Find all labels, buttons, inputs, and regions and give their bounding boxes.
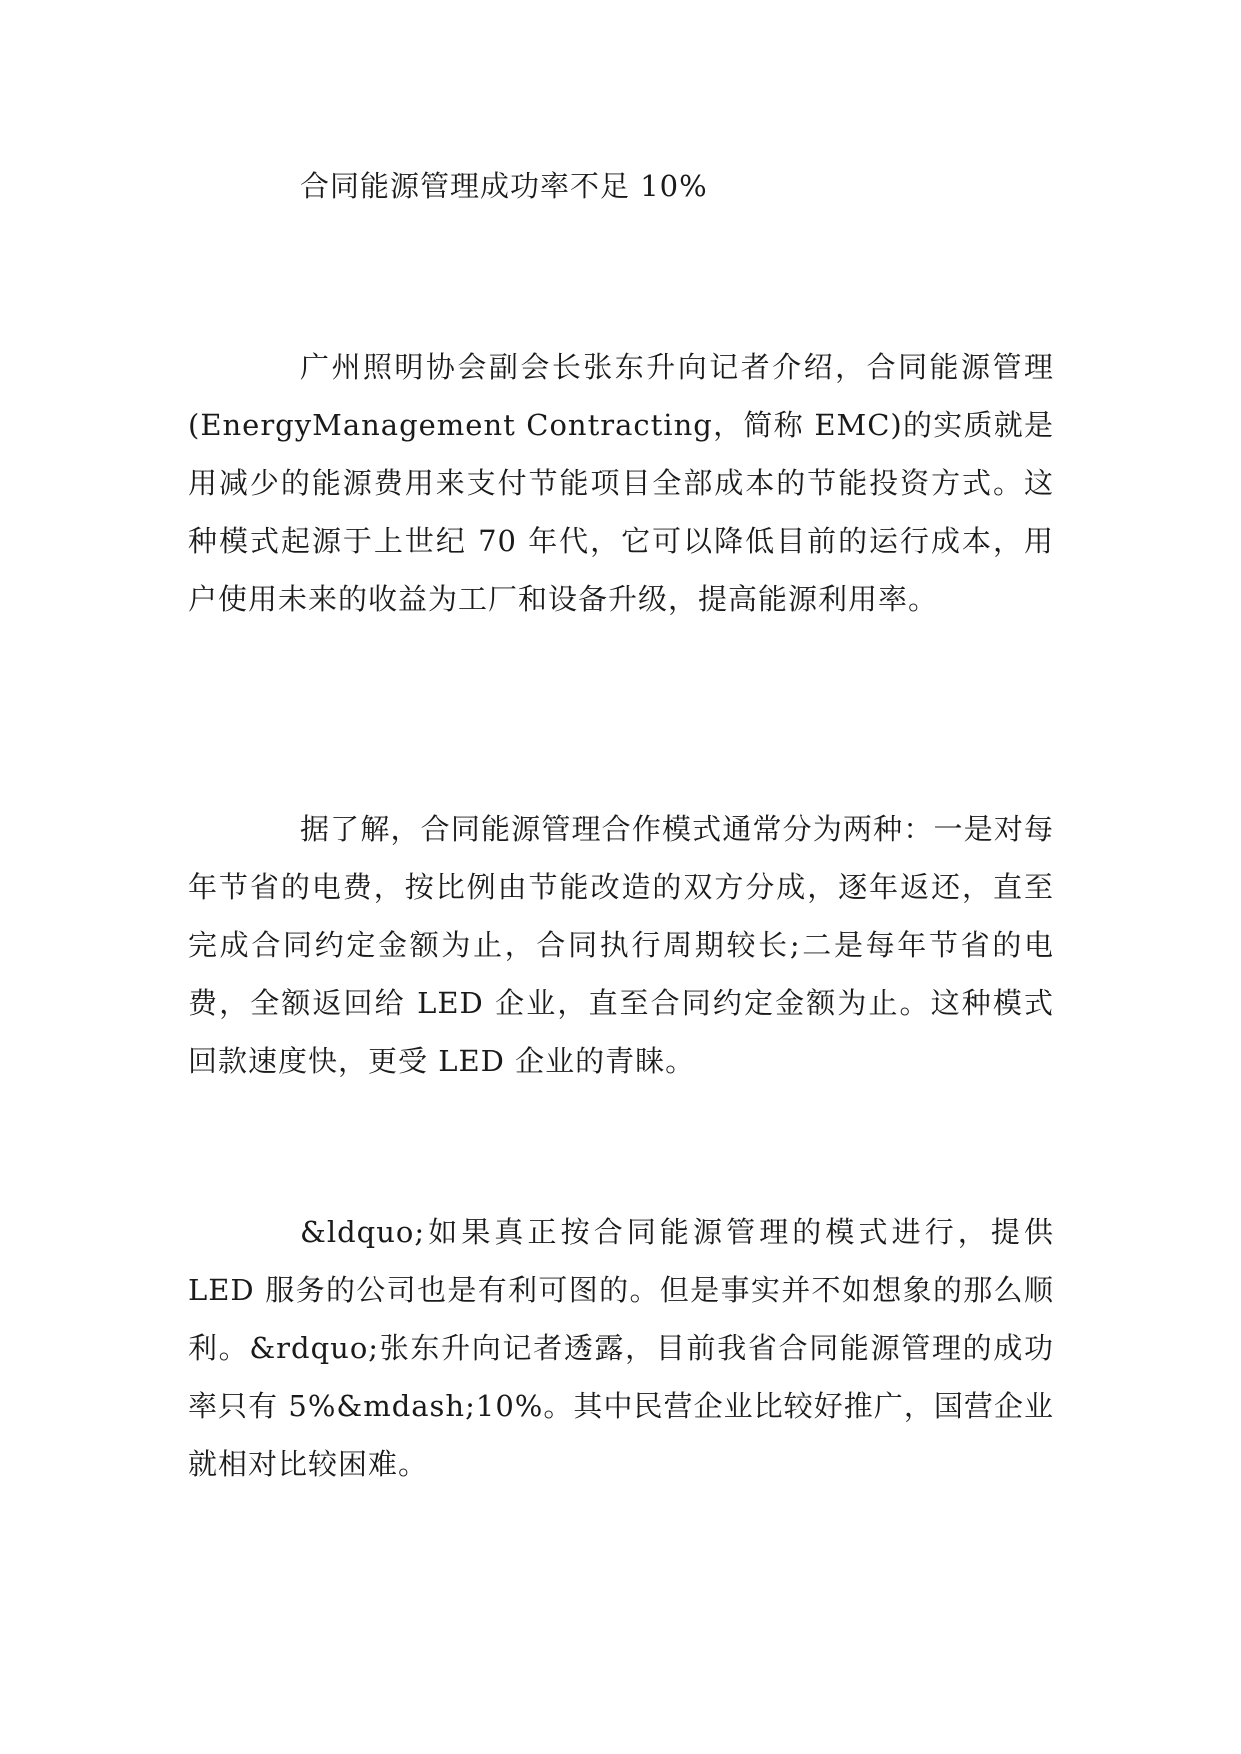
paragraph-cooperation-models: 据了解，合同能源管理合作模式通常分为两种：一是对每年节省的电费，按比例由节能改造的双方分成，逐年返还，直至完成合同约定金额为止，合同执行周期较长;二是每年节省的电费，全额返回给 LED 企业，直至合同约定金额为止。这种模式回款速度快，更受 LED 企业的青睐。 <box>188 812 1054 1078</box>
paragraph-success-rate: &ldquo;如果真正按合同能源管理的模式进行，提供 LED 服务的公司也是有利可图的。但是事实并不如想象的那么顺利。&rdquo;张东升向记者透露，目前我省合同能源管理的成功率只有 5%&mdash;10%。其中民营企业比较好推广，国营企业就相对比较困难。 <box>188 1215 1054 1481</box>
article-title: 合同能源管理成功率不足 10% <box>300 169 708 203</box>
paragraph-emc-definition: 广州照明协会副会长张东升向记者介绍，合同能源管理(EnergyManagement Contracting，简称 EMC)的实质就是用减少的能源费用来支付节能项目全部成本的节能投资方式。这种模式起源于上世纪 70 年代，它可以降低目前的运行成本，用户使用未来的收益为工厂和设备升级，提高能源利用率。 <box>188 350 1054 616</box>
